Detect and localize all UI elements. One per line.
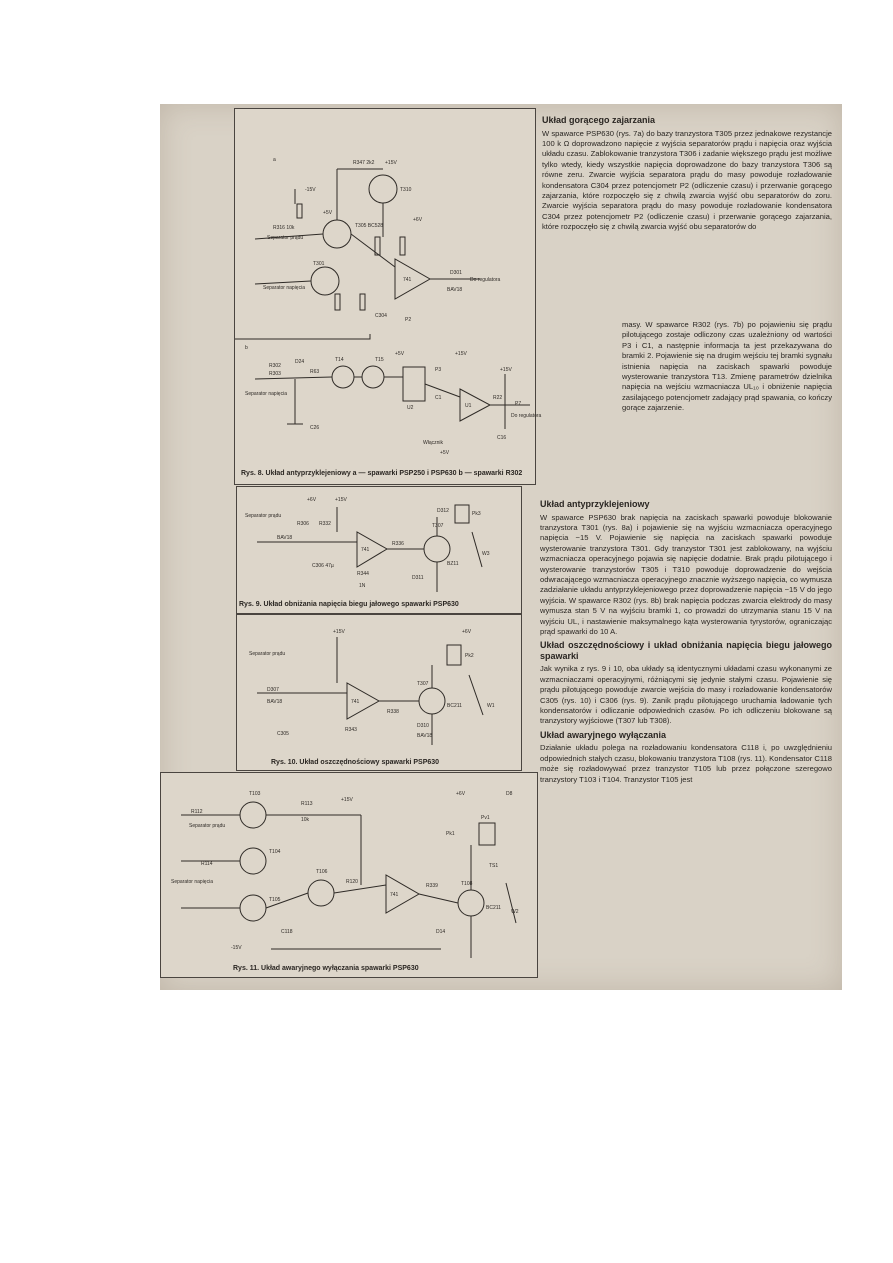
figure-9-caption: Rys. 9. Układ obniżania napięcia biegu jałowego spawarki PSP630 (239, 601, 459, 608)
fig10-label: 741 (351, 699, 360, 705)
paragraph: Działanie układu polega na rozładowaniu kondensatora C118 i, po uwzględnieniu odpowiednich stałych czasu, blokowaniu tranzystora T108 (rys. 11). Kondensator C118 może się rozładowywać przez tranzystor T105 lub przez połączone szeregowo tranzystory T103 i T104. Tranzystor T105 jest (540, 743, 832, 784)
fig11-label: R113 (301, 801, 313, 807)
relay-pk3 (455, 505, 469, 523)
fig11-label: Separator prądu (189, 823, 226, 829)
paragraph: Jak wynika z rys. 9 i 10, oba układy są identycznymi układami czasu wykonanymi ze wzmacniaczami operacyjnymi, różniącymi się jedynie stałymi czasu. Pojawienie się prądu pilotującego powoduje zwarcie wejścia do masy i rozładowanie kondensatorów C305 (rys. 10) i C306 (rys. 9). Zanik prądu pilotującego uruchamia ładowanie tych kondensatorów i odliczanie odpowiednich czasów. Po ich odliczeniu blokowane są tranzystory wyjściowe (T307 lub T308). (540, 664, 832, 726)
scanned-page (160, 104, 842, 990)
fig10-label: Separator prądu (249, 651, 286, 657)
fig10-label: BAV18 (267, 699, 283, 705)
fig9-label: D311 (412, 575, 424, 581)
section-heading: Układ awaryjnego wyłączania (540, 729, 667, 740)
fig10-label: T307 (417, 681, 429, 687)
fig9-label: Pk3 (472, 511, 481, 517)
relay-pk2 (447, 645, 461, 665)
fig8-label: b (245, 345, 248, 351)
fig10-label: Pk2 (465, 653, 474, 659)
fig10-label: D307 (267, 687, 279, 693)
fig8-label: R63 (310, 369, 320, 375)
fig10-label: BC211 (447, 703, 462, 709)
fig11-label: Pv1 (481, 815, 490, 821)
section-heading: Układ oszczędnościowy i układ obniżania napięcia biegu jałowego spawarki (540, 640, 832, 661)
fig10-label: R343 (345, 727, 357, 733)
transistor-t105 (240, 895, 266, 921)
fig11-label: -15V (231, 945, 242, 951)
fig8-label: T301 (313, 261, 325, 267)
fig9-label: BAV18 (277, 535, 293, 541)
fig8-label: P7 (515, 401, 522, 407)
fig8-label: D24 (295, 359, 305, 365)
fig8-label: P2 (405, 317, 412, 323)
fig8-label: T15 (375, 357, 384, 363)
article-column-narrow (622, 320, 832, 416)
fig11-label: D8 (506, 791, 513, 797)
subfigure-divider (235, 334, 370, 339)
figure-10 (236, 614, 522, 771)
fig9-label: 741 (361, 547, 370, 553)
paragraph: masy. W spawarce R302 (rys. 7b) po pojawieniu się prądu pilotującego zostaje odliczony czas uzależniony od wartości P3 i C1, a następnie informacja ta jest przekazywana do bramki 2. Pojawienie się na drugim wejściu tej bramki sygnału istnienia napięcia na zaciskach spawarki powoduje wysterowanie tranzystora T13. Zmienę parametrów dzielnika napięcia na wejściu wzmacniacza UL₁₀ i obniżenie napięcia zasilającego potencjometr zadający prąd spawania, co kończy gorące zajarzenie. (622, 320, 832, 413)
fig8-label: T305 BC528 (355, 223, 384, 229)
section-heading: Układ gorącego zajarzania (542, 115, 656, 125)
fig8-label: D301 (450, 270, 462, 276)
article-column-bottom (540, 496, 832, 787)
resistor (400, 237, 405, 255)
section-heading: Układ antyprzyklejeniowy (540, 499, 650, 509)
op-amp-741 (395, 259, 430, 299)
fig8-label: R302 (269, 363, 281, 369)
resistor (360, 294, 365, 310)
fig8-label: C304 (375, 313, 387, 319)
fig8-label: C26 (310, 425, 320, 431)
fig11-label: C118 (281, 929, 293, 935)
figure-9-schematic (237, 487, 521, 613)
fig9-label: +6V (307, 497, 317, 503)
fig9-label: T307 (432, 523, 444, 529)
fig9-label: Separator prądu (245, 513, 282, 519)
fig8-label: T310 (400, 187, 412, 193)
relay-pv1 (479, 823, 495, 845)
fig8-label: C16 (497, 435, 507, 441)
resistor (297, 204, 302, 218)
fig10-label: +15V (333, 629, 345, 635)
fig8-label: +5V (440, 450, 450, 456)
fig11-label: W2 (511, 909, 519, 915)
figure-8-schematic (235, 109, 542, 484)
fig9-label: C306 47µ (312, 563, 334, 569)
figure-8-caption: Rys. 8. Układ antyprzyklejeniowy a — spawarki PSP250 i PSP630 b — spawarki R302 (241, 470, 523, 477)
transistor-t106 (308, 880, 334, 906)
fig8-label: -15V (305, 187, 316, 193)
transistor-t310 (369, 175, 397, 203)
fig10-label: +6V (462, 629, 472, 635)
transistor-t103 (240, 802, 266, 828)
fig11-label: D14 (436, 929, 446, 935)
fig8-label: +5V (395, 351, 405, 357)
fig8-label: 741 (403, 277, 412, 283)
fig9-label: R344 (357, 571, 369, 577)
transistor-t15 (362, 366, 384, 388)
fig11-label: TS1 (489, 863, 499, 869)
fig11-label: Pk1 (446, 831, 455, 837)
transistor-t307 (419, 688, 445, 714)
fig10-label: R338 (387, 709, 399, 715)
paragraph: W spawarce PSP630 brak napięcia na zaciskach spawarki powoduje blokowanie tranzystora T301 (rys. 8a) i pojawienie się na wyjściu wzmacniacza operacyjnego napięcia −15 V. Pojawienie się napięcia na zaciskach spawarki powoduje wysterowanie tranzystora T301. Gdy tranzystor T301 jest zablokowany, na wyjściu wzmacniacza operacyjnego pojawia się napięcie dodatnie. Brak prądu pilotującego i wysterowanie tranzystorów T305 i T310 powoduje doprowadzenie do wejścia odwracającego wzmacniacza operacyjnego znacznie wyższego napięcia, co wymusza zadziałanie układu antyprzyklejeniowego przez doprowadzenie napięcia −15 V do jego wyjścia. W spawarce R302 (rys. 8b) brak napięcia podczas zwarcia elektrody do masy wymusza stan 5 V na wyjściu bramki 1, co prowadzi do utrzymania stanu 15 V na wyjściu UL, i nastawienie maksymalnego kąta wysterowania tyrystorów, ograniczając prąd spawarki do 10 A. (540, 512, 832, 636)
fig11-label: T106 (316, 869, 328, 875)
fig9-label: W3 (482, 551, 490, 557)
fig9-label: 1N (359, 583, 366, 589)
figure-11-schematic (161, 773, 537, 977)
fig8-label: R22 (493, 395, 503, 401)
fig8-label: +15V (455, 351, 467, 357)
figure-9 (236, 486, 522, 614)
fig11-label: Separator napięcia (171, 879, 213, 885)
fig11-label: +6V (456, 791, 466, 797)
fig11-label: BC211 (486, 905, 501, 911)
fig8-label: Do regulatora (511, 413, 542, 419)
fig10-label: BAV18 (417, 733, 433, 739)
fig8-label: a (273, 157, 276, 163)
fig8-label: P3 (435, 367, 442, 373)
fig11-label: 741 (390, 892, 399, 898)
fig8-label: Separator napięcia (245, 391, 287, 397)
figure-10-schematic (237, 615, 521, 770)
fig11-label: T108 (461, 881, 473, 887)
figure-10-caption: Rys. 10. Układ oszczędnościowy spawarki PSP630 (271, 759, 440, 766)
fig8-label: Separator napięcia (263, 285, 305, 291)
fig8-label: +5V (323, 210, 333, 216)
fig11-label: +15V (341, 797, 353, 803)
transistor-t14 (332, 366, 354, 388)
fig8-label: Włącznik (423, 440, 444, 446)
figure-8 (234, 108, 542, 485)
fig8-label: +15V (385, 160, 397, 166)
fig8-label: Do regulatora (470, 277, 501, 283)
figure-11-caption: Rys. 11. Układ awaryjnego wyłączania spawarki PSP630 (233, 965, 419, 972)
fig8-label: C1 (435, 395, 442, 401)
fig11-label: 10k (301, 817, 310, 823)
fig11-label: R339 (426, 883, 438, 889)
fig11-label: R114 (201, 861, 213, 867)
fig10-label: W1 (487, 703, 495, 709)
gate-block-u2 (403, 367, 425, 401)
fig8-label: BAV18 (447, 287, 463, 293)
article-column-top (542, 112, 832, 235)
fig8-label: U1 (465, 403, 472, 409)
fig11-label: R120 (346, 879, 358, 885)
transistor-t301 (311, 267, 339, 295)
fig9-label: R306 (297, 521, 309, 527)
paragraph: W spawarce PSP630 (rys. 7a) do bazy tranzystora T305 przez jednakowe rezystancje 100 k Ω doprowadzono napięcie z wyjścia separatorów prądu i napięcia oraz wyjścia układu czasu. Zablokowanie tranzystora T306 i zadanie większego prądu jest możliwe tylko wtedy, kiedy wszystkie napięcia doprowadzone do bazy tranzystora T306 są równe zeru. Zwarcie wyjścia separatora prądu do masy powoduje rozładowanie kondensatora C304 przez potencjometr P2 (odliczenie czasu) i przerwanie gorącego zajarzania, które rozpoczęło się z chwilą zwarcia wyjść obu separatorów do zoru. Zwarcie wyjścia separatora prądu do masy powoduje rozładowanie kondensatora C304 przez potencjometr P2 (odliczenie czasu) i przerwanie gorącego zajarzania, które rozpoczęło się z chwilą zwarcia wyjść obu separatorów do (542, 128, 832, 232)
fig9-label: R336 (392, 541, 404, 547)
fig10-label: D310 (417, 723, 429, 729)
fig11-label: T105 (269, 897, 281, 903)
resistor (335, 294, 340, 310)
fig9-label: BZ11 (447, 561, 459, 567)
fig10-label: C305 (277, 731, 289, 737)
fig9-label: R332 (319, 521, 331, 527)
fig8-label: R316 10k (273, 225, 295, 231)
fig11-label: R112 (191, 809, 203, 815)
transistor-t307 (424, 536, 450, 562)
fig8-label: R303 (269, 371, 281, 377)
fig8-label: +15V (500, 367, 512, 373)
fig8-label: +6V (413, 217, 423, 223)
fig8-label: Separator prądu (267, 235, 304, 241)
fig9-label: +15V (335, 497, 347, 503)
fig9-label: D312 (437, 508, 449, 514)
fig8-label: T14 (335, 357, 344, 363)
transistor-t305 (323, 220, 351, 248)
fig8-label: R347 2k2 (353, 160, 375, 166)
transistor-t108 (458, 890, 484, 916)
transistor-t104 (240, 848, 266, 874)
fig11-label: T103 (249, 791, 261, 797)
fig8-label: U2 (407, 405, 414, 411)
figure-11 (160, 772, 538, 978)
fig11-label: T104 (269, 849, 281, 855)
